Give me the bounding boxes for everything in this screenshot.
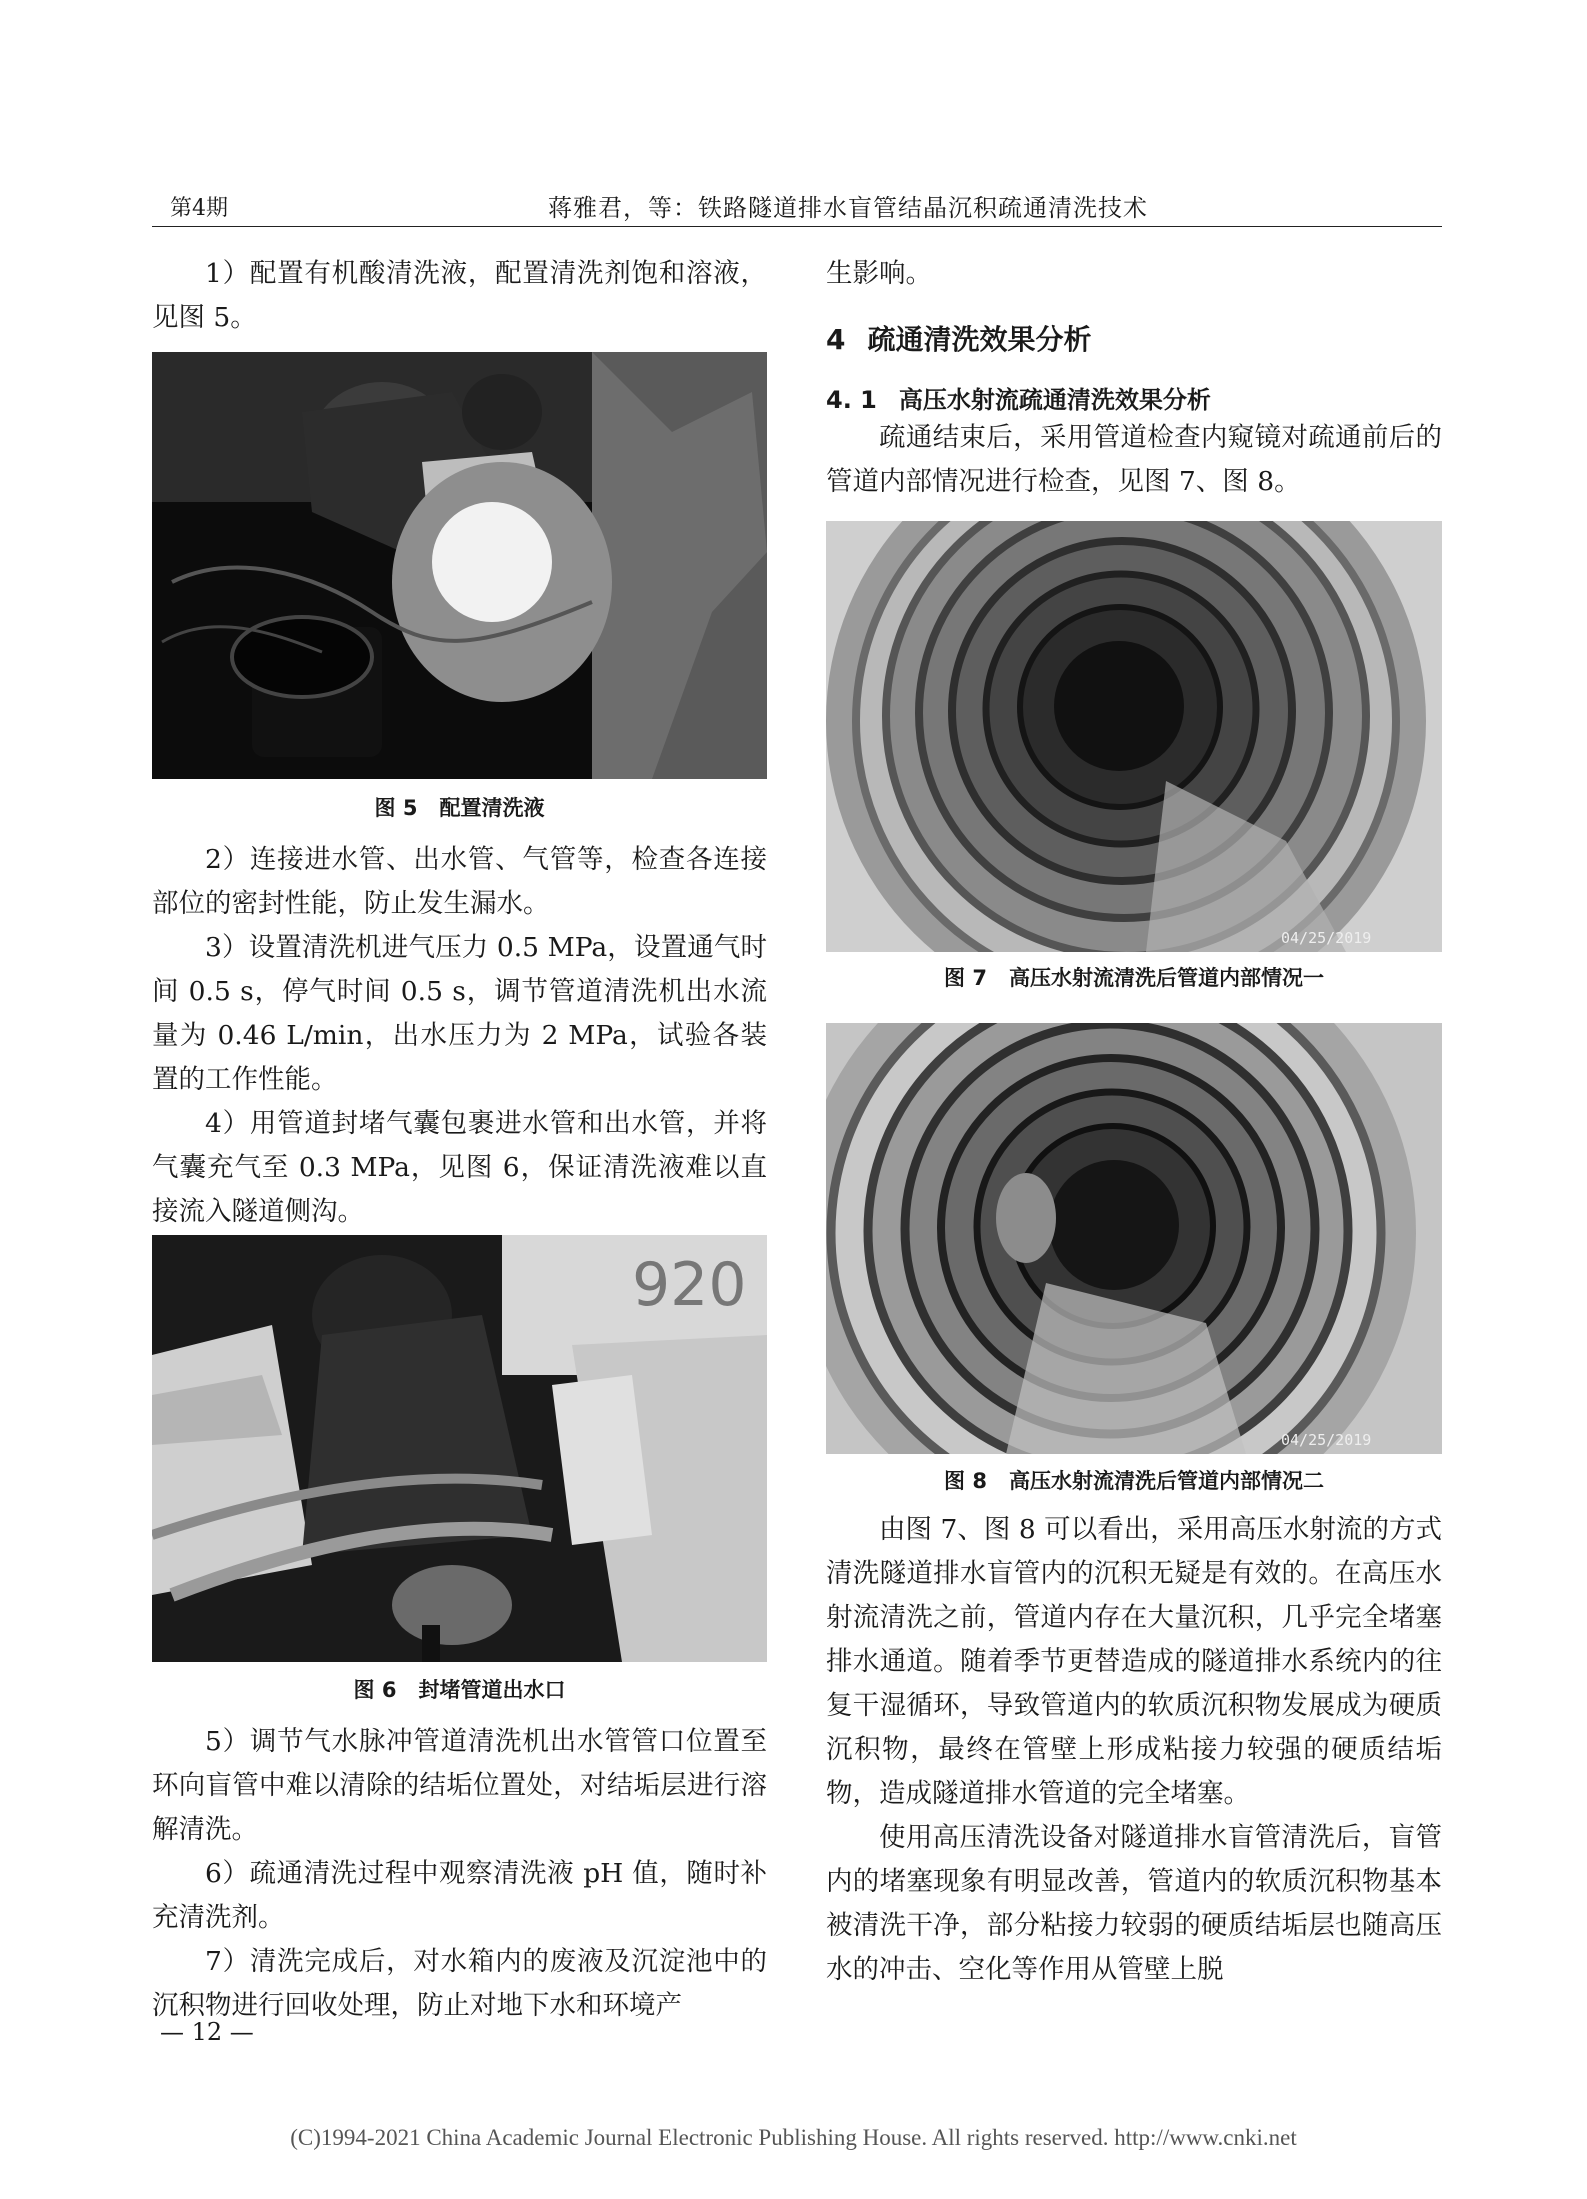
figure-7-photo (826, 521, 1442, 952)
section-4-1-title: 高压水射流疏通清洗效果分析 (898, 386, 1211, 414)
header-rule (152, 226, 1442, 227)
section-4-1-heading (826, 380, 1211, 415)
figure-5-title: 配置清洗液 (439, 796, 545, 820)
right-column-bottom (826, 1508, 1442, 1992)
section-4-heading (826, 318, 1092, 358)
figure-6-caption (152, 1674, 767, 1704)
figure-6-title: 封堵管道出水口 (418, 1678, 566, 1702)
paragraph-2: 由图 7、图 8 可以看出，采用高压水射流的方式清洗隧道排水盲管内的沉积无疑是有效的。在高压水射流清洗之前，管道内存在大量沉积，几乎完全堵塞排水通道。随着季节更替造成的隧道排水系统内的往复干湿循环，导致管道内的软质沉积物发展成为硬质沉积物，最终在管壁上形成粘接力较强的硬质结垢物，造成隧道排水管道的完全堵塞。 (826, 1514, 1442, 1809)
figure-8-title: 高压水射流清洗后管道内部情况二 (1008, 1469, 1324, 1493)
figure-5-photo (152, 352, 767, 779)
left-column-middle (152, 838, 767, 1234)
right-column-para1 (826, 416, 1442, 504)
copyright-footer: (C)1994-2021 China Academic Journal Electronic Publishing House. All rights reserved. http://www.cnki.net (290, 2125, 1297, 2150)
section-4-number: 4 (826, 323, 846, 356)
figure-7-label: 图 7 (944, 966, 987, 990)
left-column-top (152, 252, 767, 340)
section-4-title: 疏通清洗效果分析 (867, 323, 1092, 356)
figure-6-label: 图 6 (353, 1678, 397, 1702)
step-2: 2）连接进水管、出水管、气管等，检查各连接部位的密封性能，防止发生漏水。 (152, 844, 767, 919)
figure-5-caption (152, 792, 767, 822)
figure-7-date-stamp: 04/25/2019 (1281, 929, 1372, 947)
right-column-top (826, 252, 1442, 296)
figure-8-label: 图 8 (944, 1469, 987, 1493)
paragraph-3: 使用高压清洗设备对隧道排水盲管清洗后，盲管内的堵塞现象有明显改善，管道内的软质沉积物基本被清洗干净，部分粘接力较弱的硬质结垢层也随高压水的冲击、空化等作用从管壁上脱 (826, 1822, 1442, 1985)
figure-8-caption (826, 1465, 1442, 1495)
section-4-1-number: 4. 1 (826, 386, 877, 414)
figure-7-caption (826, 962, 1442, 992)
svg-text:920: 920 (632, 1250, 747, 1320)
figure-7-title: 高压水射流清洗后管道内部情况一 (1008, 966, 1324, 990)
figure-6-photo (152, 1235, 767, 1662)
header-issue: 第4期 (170, 196, 228, 221)
continuation-text: 生影响。 (826, 258, 932, 289)
figure-8-photo (826, 1023, 1442, 1454)
running-title: 蒋雅君，等：铁路隧道排水盲管结晶沉积疏通清洗技术 (548, 194, 1148, 222)
step-3: 3）设置清洗机进气压力 0.5 MPa，设置通气时间 0.5 s，停气时间 0.5 s，调节管道清洗机出水流量为 0.46 L/min，出水压力为 2 MPa，试验各装置的工作性能。 (152, 932, 767, 1095)
step-5: 5）调节气水脉冲管道清洗机出水管管口位置至环向盲管中难以清除的结垢位置处，对结垢层进行溶解清洗。 (152, 1726, 767, 1845)
left-column-bottom (152, 1720, 767, 2028)
step-4: 4）用管道封堵气囊包裹进水管和出水管，并将气囊充气至 0.3 MPa，见图 6，保证清洗液难以直接流入隧道侧沟。 (152, 1108, 767, 1227)
page-number: — 12 — (160, 2018, 254, 2046)
step-1: 1）配置有机酸清洗液，配置清洗剂饱和溶液，见图 5。 (152, 258, 767, 333)
step-6: 6）疏通清洗过程中观察清洗液 pH 值，随时补充清洗剂。 (152, 1858, 767, 1933)
step-7: 7）清洗完成后，对水箱内的废液及沉淀池中的沉积物进行回收处理，防止对地下水和环境产 (152, 1946, 767, 2021)
figure-8-date-stamp: 04/25/2019 (1281, 1431, 1372, 1449)
figure-5-label: 图 5 (374, 796, 418, 820)
paragraph-1: 疏通结束后，采用管道检查内窥镜对疏通前后的管道内部情况进行检查，见图 7、图 8。 (826, 422, 1442, 497)
